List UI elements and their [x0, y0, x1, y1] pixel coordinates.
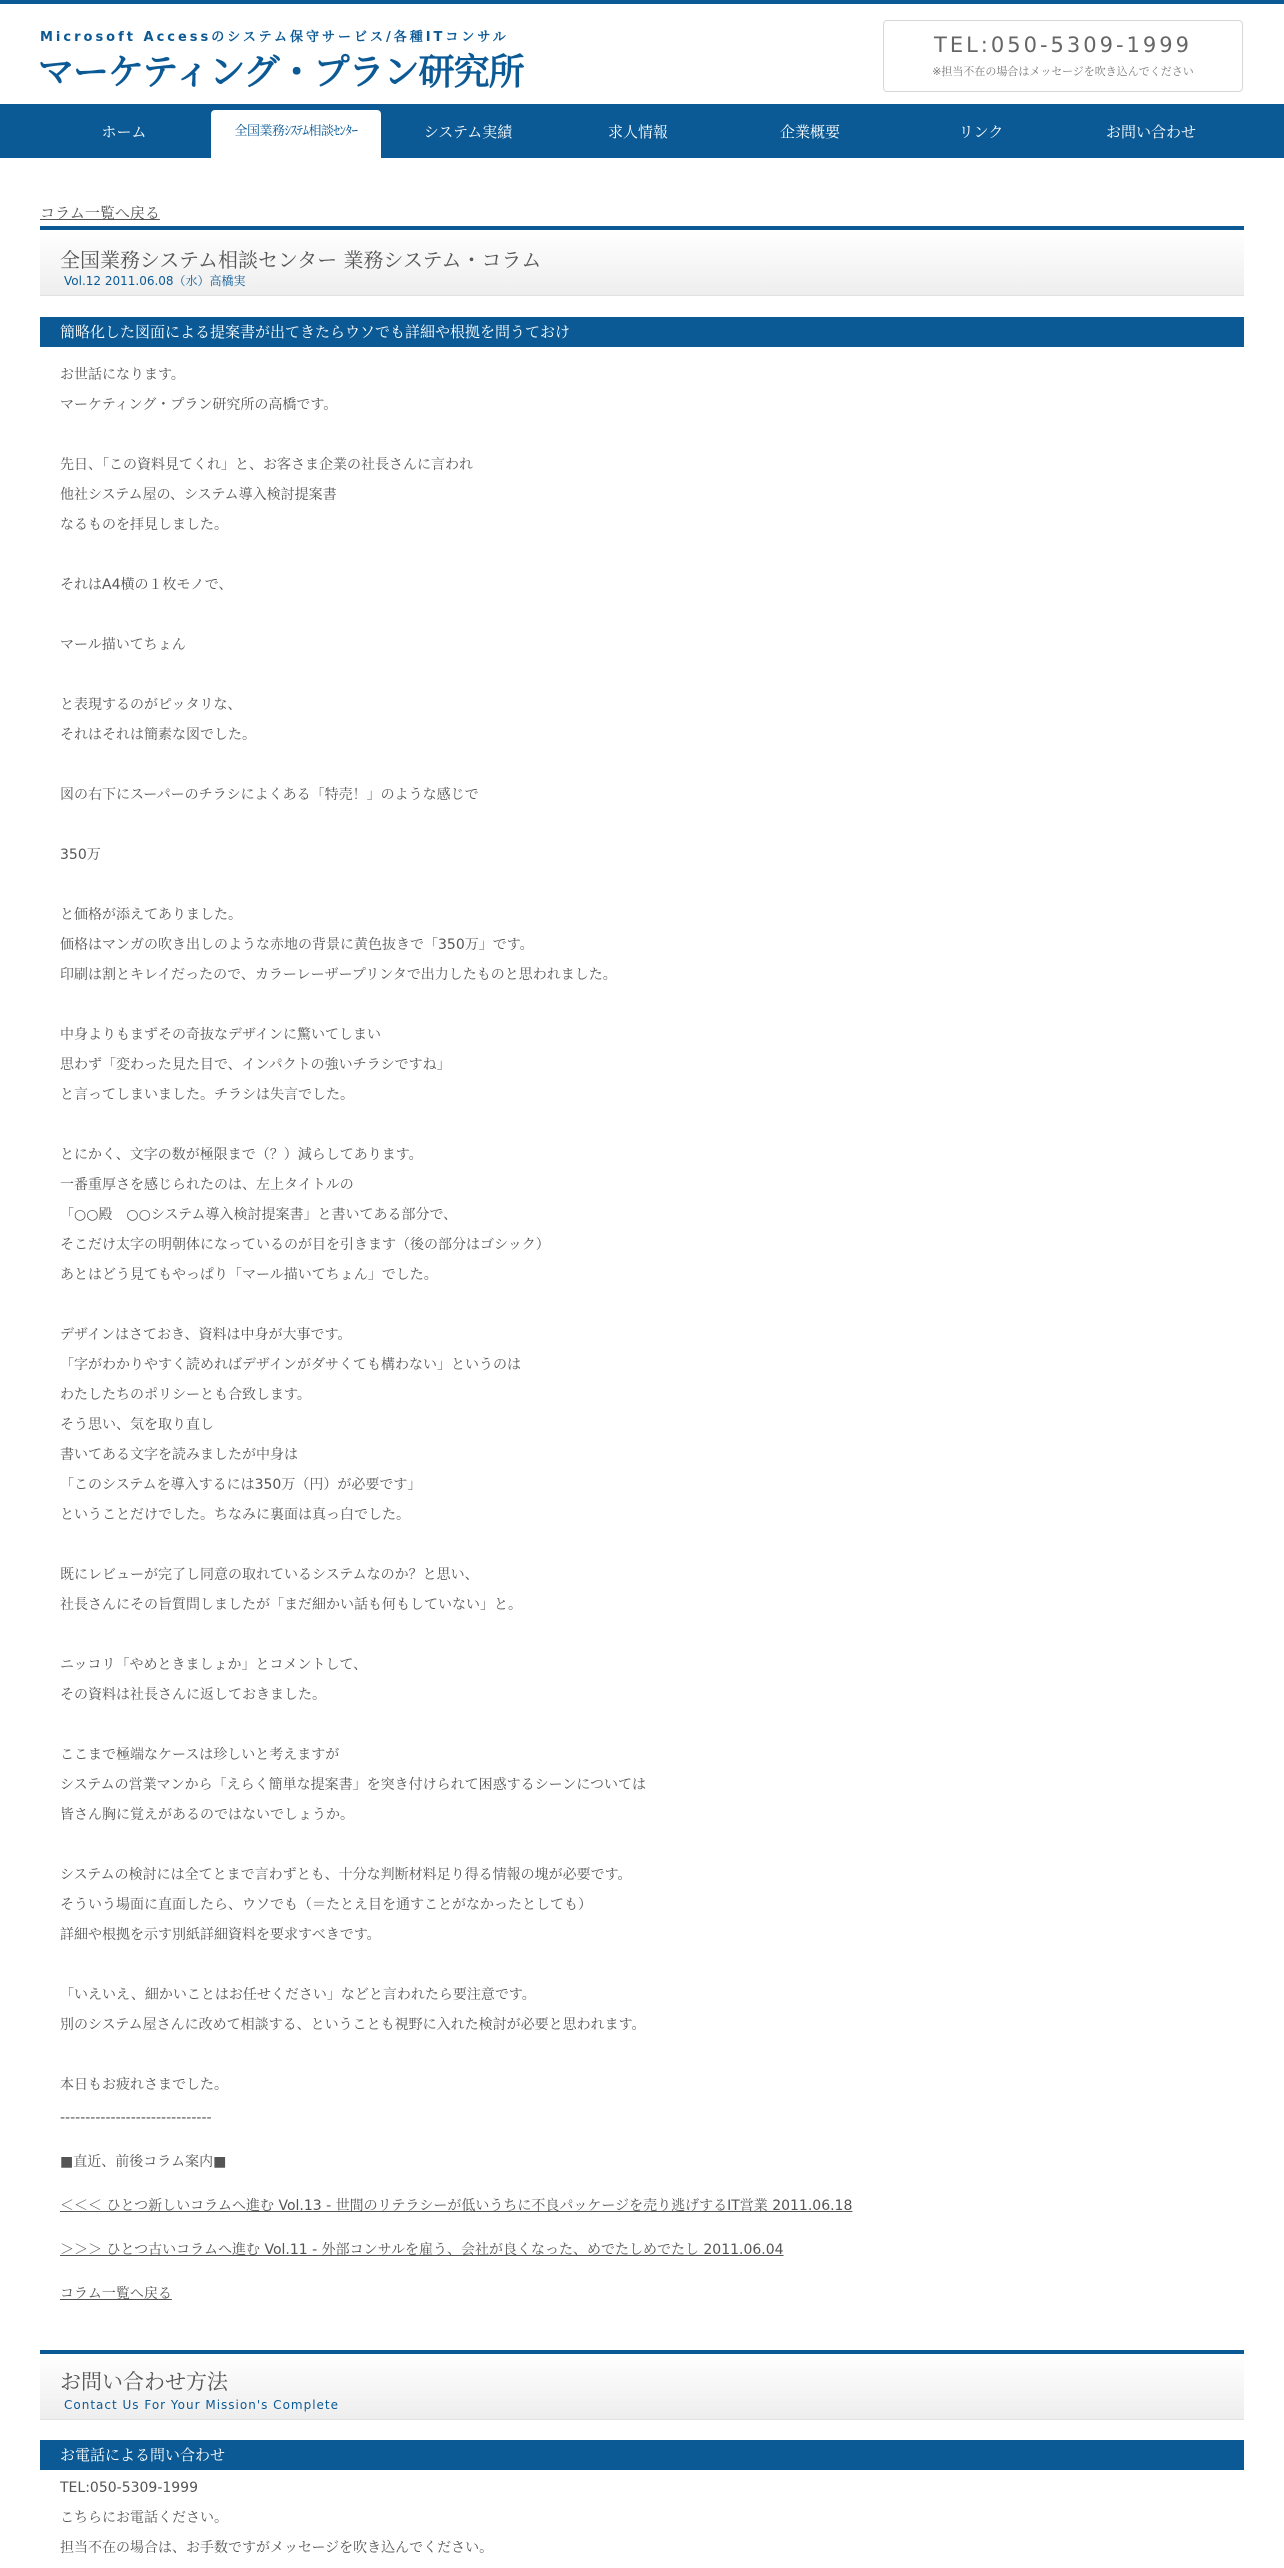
- column-body: [60, 360, 1224, 2100]
- contact-subtitle: Contact Us For Your Mission's Complete: [64, 2398, 340, 2412]
- back-to-column-list-link[interactable]: コラム一覧へ戻る: [40, 204, 160, 222]
- body-line: システムの検討には全てとまで言わずとも、十分な判断材料足り得る情報の塊が必要です。: [60, 1867, 632, 1883]
- body-line: 印刷は割とキレイだったので、カラーレーザープリンタで出力したものと思われました。: [60, 967, 617, 983]
- column-navigation: [60, 2103, 1224, 2309]
- paragraph-gap: [60, 1830, 1224, 1860]
- body-line: 本日もお疲れさまでした。: [60, 2077, 228, 2093]
- paragraph-gap: [60, 750, 1224, 780]
- body-line: ニッコリ「やめときましょか」とコメントして、: [60, 1657, 368, 1673]
- body-line: 他社システム屋の、システム導入検討提案書: [60, 487, 337, 503]
- body-line: ここまで極端なケースは珍しいと考えますが: [60, 1747, 340, 1763]
- paragraph-gap: [60, 990, 1224, 1020]
- body-line: 「いえいえ、細かいことはお任せください」などと言われたら要注意です。: [60, 1987, 536, 2003]
- paragraph-gap: [60, 1110, 1224, 1140]
- contact-title-box: [40, 2350, 1244, 2420]
- separator-line: ------------------------------: [60, 2110, 212, 2126]
- body-line: 皆さん胸に覚えがあるのではないでしょうか。: [60, 1807, 354, 1823]
- body-line: 思わず「変わった見た目で、インパクトの強いチラシですね」: [60, 1057, 451, 1073]
- body-line: 「字がわかりやすく読めればデザインがダサくても構わない」というのは: [60, 1357, 522, 1373]
- older-column-link[interactable]: ＞＞＞ ひとつ古いコラムへ進む Vol.11 - 外部コンサルを雇う、会社が良くなった、めでたしめでたし 2011.06.04: [60, 2242, 784, 2258]
- column-nav-heading: ■直近、前後コラム案内■: [60, 2154, 227, 2170]
- paragraph-gap: [60, 2040, 1224, 2070]
- nav-item-home[interactable]: ホーム: [101, 123, 147, 141]
- body-line: あとはどう見てもやっぱり「マール描いてちょん」でした。: [60, 1267, 438, 1283]
- nav-item-recruit[interactable]: 求人情報: [607, 123, 668, 141]
- contact-phone-note: 担当不在の場合は、お手数ですがメッセージを吹き込んでください。: [60, 2540, 494, 2556]
- body-line: それはそれは簡素な図でした。: [60, 727, 256, 743]
- body-line: と表現するのがピッタリな、: [60, 697, 242, 713]
- phone-contact-body: [60, 2473, 1224, 2563]
- paragraph-gap: [60, 1530, 1224, 1560]
- paragraph-gap: [60, 420, 1224, 450]
- phone-number: TEL:050-5309-1999: [934, 33, 1192, 57]
- body-line: 「○○殿 ○○システム導入検討提案書」と書いてある部分で、: [60, 1207, 458, 1223]
- paragraph-gap: [60, 540, 1224, 570]
- contact-phone-number: TEL:050-5309-1999: [60, 2480, 198, 2496]
- body-line: 「このシステムを導入するには350万（円）が必要です」: [60, 1477, 422, 1493]
- phone-box: [883, 20, 1243, 92]
- column-meta: Vol.12 2011.06.08（水）高橋実: [64, 274, 246, 288]
- body-line: 中身よりもまずその奇抜なデザインに驚いてしまい: [60, 1027, 382, 1043]
- body-line: そう思い、気を取り直し: [60, 1417, 214, 1433]
- body-line: 価格はマンガの吹き出しのような赤地の背景に黄色抜きで「350万」です。: [60, 937, 534, 953]
- body-line: なるものを拝見しました。: [60, 517, 228, 533]
- column-title-box: [40, 226, 1244, 296]
- body-line: 一番重厚さを感じられたのは、左上タイトルの: [60, 1177, 354, 1193]
- body-line: 社長さんにその旨質問しましたが「まだ細かい話も何もしていない」と。: [60, 1597, 522, 1613]
- paragraph-gap: [60, 1710, 1224, 1740]
- paragraph-gap: [60, 660, 1224, 690]
- column-title: 全国業務システム相談センター 業務システム・コラム: [60, 248, 542, 272]
- logo-tagline: Microsoft Accessのシステム保守サービス/各種ITコンサル: [40, 30, 509, 45]
- body-line: わたしたちのポリシーとも合致します。: [60, 1387, 311, 1403]
- body-line: と価格が添えてありました。: [60, 907, 242, 923]
- newer-column-link[interactable]: ＜＜＜ ひとつ新しいコラムへ進む Vol.13 - 世間のリテラシーが低いうちに不良パッケージを売り逃げするIT営業 2011.06.18: [60, 2198, 853, 2214]
- paragraph-gap: [60, 810, 1224, 840]
- site-header: [0, 4, 1284, 104]
- phone-contact-bar: お電話による問い合わせ: [40, 2440, 1244, 2470]
- paragraph-gap: [60, 870, 1224, 900]
- main-nav: [0, 104, 1284, 158]
- nav-item-consult-center[interactable]: 全国業務ｼｽﾃﾑ相談ｾﾝﾀｰ: [211, 110, 381, 158]
- column-heading-bar: 簡略化した図面による提案書が出てきたらウソでも詳細や根拠を問うておけ: [40, 317, 1244, 347]
- contact-title: お問い合わせ方法: [60, 2370, 228, 2394]
- body-line: そういう場面に直面したら、ウソでも（＝たとえ目を通すことがなかったとしても）: [60, 1897, 592, 1913]
- body-line: マール描いてちょん: [60, 637, 186, 653]
- nav-item-links[interactable]: リンク: [958, 123, 1004, 141]
- paragraph-gap: [60, 1290, 1224, 1320]
- nav-item-company[interactable]: 企業概要: [779, 123, 840, 141]
- paragraph-gap: [60, 1950, 1224, 1980]
- body-line: その資料は社長さんに返しておきました。: [60, 1687, 326, 1703]
- body-line: 書いてある文字を読みましたが中身は: [60, 1447, 298, 1463]
- body-line: 350万: [60, 847, 101, 863]
- site-logo[interactable]: マーケティング・プラン研究所: [38, 52, 524, 93]
- paragraph-gap: [60, 600, 1224, 630]
- contact-phone-instruction: こちらにお電話ください。: [60, 2510, 228, 2526]
- body-line: 先日、「この資料見てくれ」と、お客さま企業の社長さんに言われ: [60, 457, 473, 473]
- paragraph-gap: [60, 1620, 1224, 1650]
- body-line: 詳細や根拠を示す別紙詳細資料を要求すべきです。: [60, 1927, 381, 1943]
- nav-item-contact[interactable]: お問い合わせ: [1105, 123, 1196, 141]
- body-line: デザインはさておき、資料は中身が大事です。: [60, 1327, 352, 1343]
- body-line: とにかく、文字の数が極限まで（？）減らしてあります。: [60, 1147, 423, 1163]
- body-line: それはA4横の１枚モノで、: [60, 577, 233, 593]
- body-line: お世話になります。: [60, 367, 185, 383]
- body-line: 既にレビューが完了し同意の取れているシステムなのか？と思い、: [60, 1567, 479, 1583]
- phone-note: ※担当不在の場合はメッセージを吹き込んでください: [932, 65, 1194, 78]
- body-line: 図の右下にスーパーのチラシによくある「特売！」のような感じで: [60, 787, 479, 803]
- body-line: と言ってしまいました。チラシは失言でした。: [60, 1087, 354, 1103]
- body-line: マーケティング・プラン研究所の高橋です。: [60, 397, 338, 413]
- body-line: システムの営業マンから「えらく簡単な提案書」を突き付けられて困惑するシーンについては: [60, 1777, 647, 1793]
- nav-item-system-results[interactable]: システム実績: [423, 123, 513, 141]
- body-line: ということだけでした。ちなみに裏面は真っ白でした。: [60, 1507, 410, 1523]
- body-line: そこだけ太字の明朝体になっているのが目を引きます（後の部分はゴシック）: [60, 1237, 550, 1253]
- body-line: 別のシステム屋さんに改めて相談する、ということも視野に入れた検討が必要と思われます。: [60, 2017, 646, 2033]
- back-to-column-list-link-bottom[interactable]: コラム一覧へ戻る: [60, 2286, 172, 2302]
